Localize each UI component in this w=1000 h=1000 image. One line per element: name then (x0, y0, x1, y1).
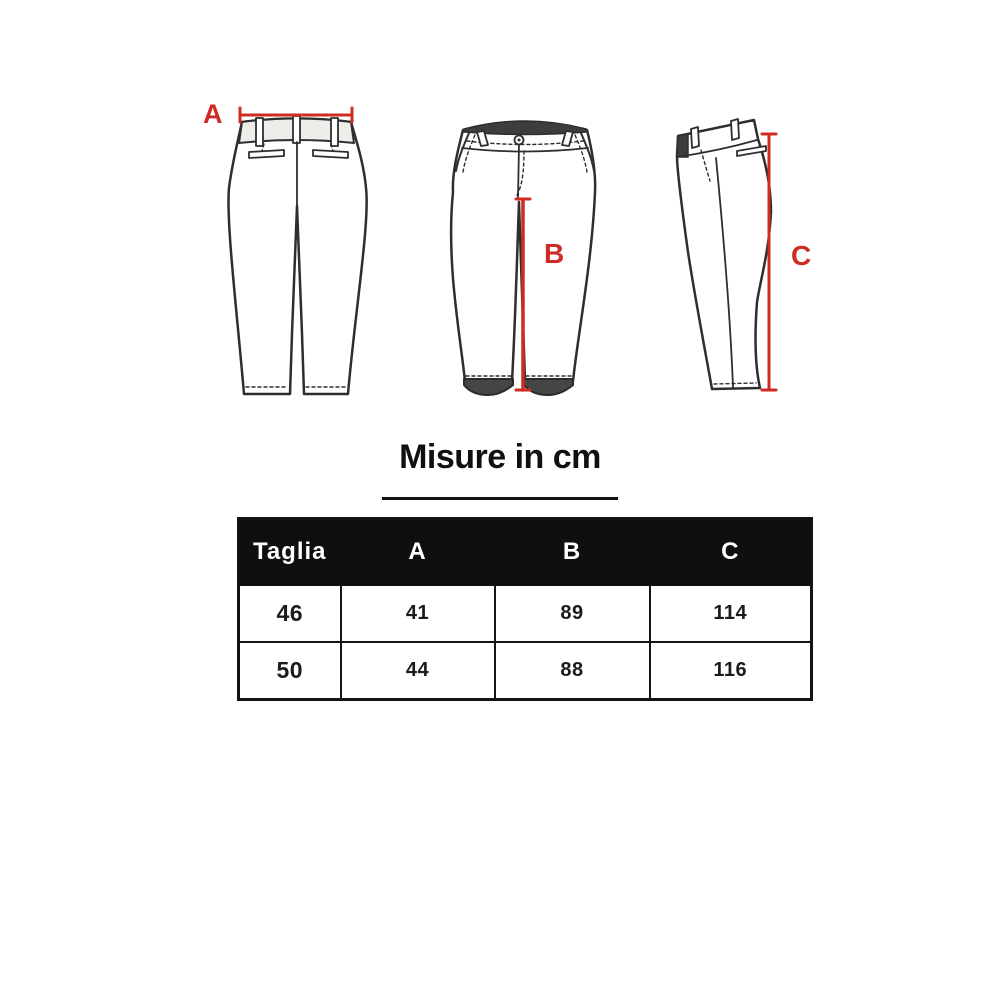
pants-front-view-icon (451, 121, 595, 395)
page-title: Misure in cm (399, 438, 601, 476)
cell-taglia: 50 (239, 642, 341, 700)
dimension-label-a: A (203, 99, 223, 129)
cell-taglia: 46 (239, 585, 341, 642)
pants-illustrations (0, 0, 1000, 430)
header-cell-taglia: Taglia (239, 519, 341, 586)
pants-back-view-icon (228, 108, 366, 394)
cell-c: 114 (650, 585, 812, 642)
table-row-size-50 (239, 642, 812, 700)
pants-side-view-icon (677, 119, 776, 390)
size-table (237, 517, 813, 701)
header-cell-a: A (341, 519, 495, 586)
header-cell-b: B (495, 519, 650, 586)
title-underline-rule (382, 497, 618, 500)
dimension-label-c: C (791, 240, 812, 271)
header-cell-c: C (650, 519, 812, 586)
cell-b: 89 (495, 585, 650, 642)
dimension-label-b: B (544, 238, 565, 269)
cell-b: 88 (495, 642, 650, 700)
cell-c: 116 (650, 642, 812, 700)
table-header-row (239, 519, 812, 586)
table-row-size-46 (239, 585, 812, 642)
cell-a: 44 (341, 642, 495, 700)
cell-a: 41 (341, 585, 495, 642)
